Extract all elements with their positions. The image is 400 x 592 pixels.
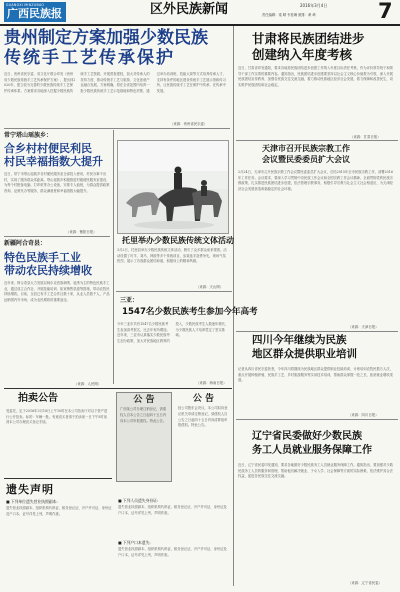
liaoning-body: 近日，辽宁省民委印发通知，要求各地做好少数民族务工人员就业服务保障工作。通知指出，要加强对少数民族务工人员的服务和管理，帮助他们解决就业、子女入学、社会保障等方面的实际困难，依法维护其合法权益，促进各民族交往交流交融。 [238, 463, 393, 479]
horse-riders-image [118, 141, 229, 234]
auction-body: 受委托，定于2016年3月18日上午10时在本公司拍卖厅对以下资产进行公开拍卖。标的：车辆一批。有意竞买者请于拍卖前一日下午5时前到本公司办理竞买登记手续。 [6, 409, 108, 425]
xinjiang-title-l2: 带动农民持续增收 [4, 264, 92, 277]
xinjiang-kicker: 新疆阿合奇县： [4, 240, 47, 247]
changning-rule [4, 236, 110, 237]
sichuan-rule [236, 419, 398, 420]
kaoshen-source: （来源：海南日报） [196, 381, 227, 385]
changning-title-l2: 村民幸福指数大提升 [4, 155, 103, 168]
liaoning-title-l2: 务工人员就业服务保障工作 [252, 445, 372, 456]
page-number: 7 [378, 0, 393, 23]
event-photo [117, 140, 229, 234]
notice-box-2 [175, 392, 232, 482]
liaoning-source: （来源：辽宁省民委） [348, 581, 382, 585]
masthead-rule [0, 24, 400, 26]
masthead-editors: 责任编辑：梁 晴 韦桂琳 照排：黄 琦 [262, 13, 316, 17]
guizhou-rule [4, 128, 230, 129]
masthead-date: 2016年3月4日 [300, 3, 328, 8]
auction-title: 拍卖公告 [18, 393, 58, 404]
lost-body-col2: 遗失营业执照副本、组织机构代码证、税务登记证、开户许可证、身份证及户口本，证号详见上列，声明作废。 [118, 505, 227, 515]
tianjin-rule [236, 331, 398, 332]
lost-line-3: ■ 下列户口本遗失: [118, 540, 151, 545]
changning-source: （来源：衡阳日报） [66, 230, 97, 234]
gansu-title-l2: 创建纳入年度考核 [252, 47, 353, 62]
guizhou-body: 近日，贵州省民宗委、省文化厅联合印发《贵州省少数民族传统手工艺传承保护方案》，提出到2020年，建立较为完善的少数民族传统手工艺保护传承体系。方案要求各地深入挖掘少数民族传统手工艺资源，开展普查建档，加大对传承人的扶持力度，推动传统手工艺与旅游、文化创意产业融合发展。方案明确，将在全省范围内培育一批少数民族传统手工艺示范基地和特色村寨，通过举办培训班、技能大赛等方式培养传承人才，支持有条件的地区建设传统手工艺展示馆和传习所，让民族传统手工艺在保护中传承、在传承中发展。 [4, 72, 226, 93]
lost-title: 遗失声明 [6, 483, 54, 496]
kaoshen-body: 今年三亚市共有1547名少数民族考生参加高考报名，比去年有所增加。近年来，三亚市认真落实少数民族考生加分政策，加大对民族地区教育的投入，少数民族考生人数逐年增长，为少数民族人才培养奠定了坚实基础。 [117, 322, 229, 343]
changning-kicker: 常宁塔山瑶族乡： [4, 132, 53, 139]
lost-line-2: ■ 下列人员遗失身份证: [118, 498, 159, 503]
guizhou-title-l1: 贵州制定方案加强少数民族 [4, 28, 208, 48]
lost-line-1: ■ 下列单位遗失营业执照副本: [6, 499, 58, 504]
photo-body: 3月2日，托里县举办少数民族传统文体活动，吸引了众多群众前来观看。活动设置了叼羊、赛马、摔跤等多个传统项目，参赛选手奋勇争先，现场气氛热烈，展示了各族群众团结和谐、积极向上的精神风貌。 [117, 248, 227, 264]
tianjin-title-l1: 天津市召开民族宗教工作 [262, 144, 350, 153]
kaoshen-kicker: 三亚： [120, 297, 139, 304]
liaoning-title-l1: 辽宁省民委做好少数民族 [252, 431, 362, 442]
col-divider-right [233, 26, 234, 586]
logo-title: 广西民族报 [7, 7, 62, 20]
changning-body: 近日，常宁市塔山瑶族乡各村便民服务室全部投入使用，村民办事不出村，实现了服务群众零距离。塔山瑶族乡积极推进村级便民服务室建设，为每个村配备电脑、打印机等办公设备，安排专人值班，为群众提供政策咨询、证照代办等服务，群众满意度和幸福指数大幅提升。 [4, 172, 110, 193]
notice-2-title: 公 告 [192, 394, 215, 404]
gansu-rule [236, 140, 398, 141]
gansu-source: （来源：甘肃日报） [350, 135, 381, 139]
section-title: 区外民族新闻 [150, 2, 229, 17]
gansu-body: 近日，甘肃省印发通知，要求各地将民族团结进步创建工作纳入年度目标责任考核，作为评价领导班子和领导干部工作实绩的重要内容。通知指出，民族团结进步创建要坚持以社会主义核心价值观为引领，深入开展民族团结宣传教育，加强各民族交往交流交融，着力推动民族地区经济社会发展，着力保障和改善民生，切实维护民族团结和社会稳定。 [238, 66, 393, 87]
sichuan-title-l1: 四川今年继续为民族 [252, 334, 347, 346]
gansu-title-l1: 甘肃将民族团结进步 [252, 31, 365, 46]
masthead-logo [4, 2, 66, 22]
tianjin-source: （来源：天津日报） [348, 325, 379, 329]
ads-top-rule [4, 388, 232, 389]
lost-body-col3: 遗失营业执照副本、组织机构代码证、税务登记证、开户许可证、身份证及户口本，证号详见上列，声明作废。 [118, 547, 227, 557]
xinjiang-source: （来源：人民网） [74, 382, 102, 386]
sichuan-source: （来源：四川日报） [348, 413, 379, 417]
photo-source: （来源：天山网） [196, 285, 224, 289]
tianjin-body: 2月24日，天津市召开民族宗教工作会议暨民委委员扩大会议，总结2015年全市民族宗教工作，部署2016年工作任务。会议要求，要深入学习贯彻中央民族工作会议和全国宗教工作会议精神，全面贯彻党的民族宗教政策，扎实推进民族团结进步创建，依法管理宗教事务，积极引导宗教与社会主义社会相适应，为天津经济社会发展营造和谐稳定的社会环境。 [238, 170, 393, 191]
logo-pinyin: GUANGXI MINZUBAO [6, 3, 45, 7]
notice-2-body: 经公司股东会决议，本公司拟向登记机关申请注销登记，请债权人自公告之日起四十五日内向清算组申报债权。特此公告。 [178, 406, 228, 428]
notice-box-1 [116, 392, 172, 482]
lost-body-col1: 遗失营业执照副本、组织机构代码证、税务登记证、开户许可证、身份证及户口本，证号详见上列，声明作废。 [6, 506, 112, 516]
notice-1-body: 广西某公司办理注销登记，请债权人自本公告之日起四十五日内向本公司申报债权。特此公告。 [120, 407, 167, 423]
xinjiang-body: 近年来，阿合奇县大力发展以柯尔克孜族刺绣、毡绣为主的特色民族手工业，通过成立合作社、开展技能培训、拓宽销售渠道等措施，带动农牧民持续增收。目前，全县已有手工艺合作社数十家，从业人员数千人，产品远销国内外市场，成为农民增收的重要途径。 [4, 281, 110, 302]
changning-title-l1: 合乡村村便民利民 [4, 142, 92, 155]
photo-caption: 托里举办少数民族传统文体活动 [122, 236, 234, 245]
col-divider-left [113, 130, 114, 384]
sichuan-body: 记者从四川省民宗委获悉，今年四川将继续为民族地区群众提供职业技能培训，计划培训农牧民数万人次，重点开展种植养殖、民族手工艺、乡村旅游服务等实用技术培训，帮助群众掌握一技之长，拓宽就业增收渠道。 [238, 367, 393, 383]
kaoshen-title: 1547名少数民族考生参加今年高考 [122, 307, 258, 317]
photo-rule [116, 291, 232, 292]
lost-top-rule [4, 478, 112, 479]
guizhou-title-l2: 传统手工艺传承保护 [4, 48, 175, 68]
sichuan-title-l2: 地区群众提供职业培训 [252, 348, 357, 360]
xinjiang-title-l1: 特色民族手工业 [4, 251, 81, 264]
tianjin-title-l2: 会议暨民委委员扩大会议 [262, 155, 350, 164]
notice-1-title: 公 告 [133, 395, 155, 405]
guizhou-source: （来源：贵州省民宗委） [170, 122, 208, 126]
